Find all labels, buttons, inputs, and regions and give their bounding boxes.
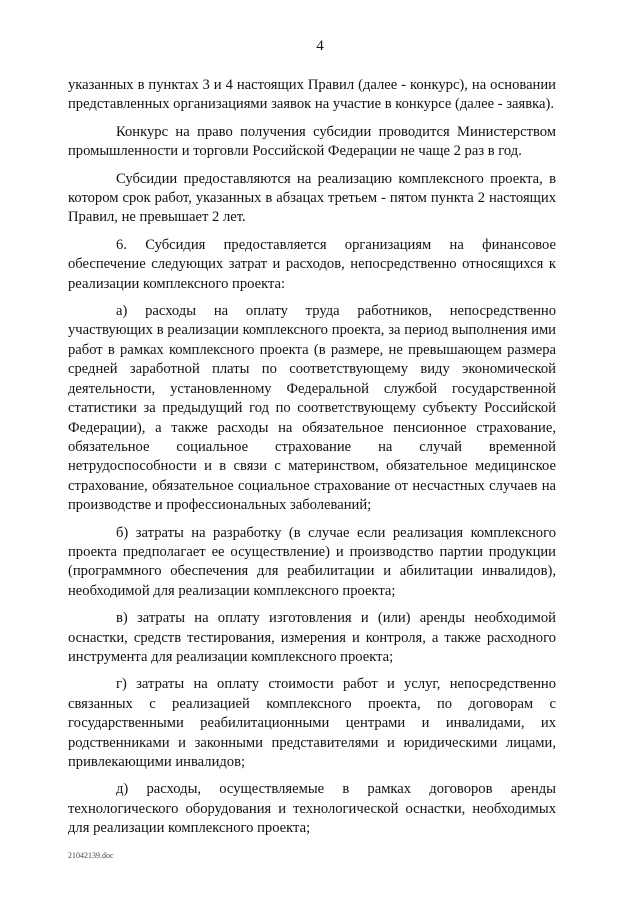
list-item-b: б) затраты на разработку (в случае если реализация комплексного проекта предполагает ее осуществление) и производство партии продукции (программного обеспечения для реабилитации и абилитации инвалидов), необходимой для реализации комплексного проекта; [68,524,556,599]
list-item-d: д) расходы, осуществляемые в рамках договоров аренды технологического оборудования и технологической оснастки, необходимых для реализации комплексного проекта; [68,781,556,837]
document-body [68,76,556,839]
footer-filename: 21042139.doc [68,851,114,860]
paragraph-subsidy-term: Субсидии предоставляются на реализацию комплексного проекта, в котором срок работ, указанных в абзацах третьем - пятом пункта 2 настоящих Правил, не превышает 2 лет. [68,170,556,226]
list-item-g: г) затраты на оплату стоимости работ и услуг, непосредственно связанных с реализацией комплексного проекта, по договорам с государственными реабилитационными центрами и инвалидами, их родственниками и законными представителями и юридическими лицами, привлекающими инвалидов; [68,676,556,770]
paragraph-contest-frequency: Конкурс на право получения субсидии проводится Министерством промышленности и торговли Российской Федерации не чаще 2 раз в год. [68,123,556,160]
list-item-a: а) расходы на оплату труда работников, непосредственно участвующих в реализации комплексного проекта, за период выполнения ими работ в рамках комплексного проекта (в размере, не превышающем размера средней заработной платы по соответствующему виду экономической деятельности, установленному Федеральной службой государственной статистики за предыдущий год по соответствующему субъекту Российской Федерации), а также расходы на обязательное пенсионное страхование, обязательное социальное страхование на случай временной нетрудоспособности и в связи с материнством, обязательное медицинское страхование, обязательное социальное страхование от несчастных случаев на производстве и профессиональных заболеваний; [68,303,556,514]
list-item-v: в) затраты на оплату изготовления и (или) аренды необходимой оснастки, средств тестирования, измерения и контроля, а также расходного инструмента для реализации комплексного проекта; [68,610,556,665]
paragraph-continuation: указанных в пунктах 3 и 4 настоящих Правил (далее - конкурс), на основании представленных организациями заявок на участие в конкурсе (далее - заявка). [68,77,556,113]
page-number: 4 [316,38,324,54]
paragraph-item-6: 6. Субсидия предоставляется организациям на финансовое обеспечение следующих затрат и расходов, непосредственно относящихся к реализации комплексного проекта: [68,236,556,292]
